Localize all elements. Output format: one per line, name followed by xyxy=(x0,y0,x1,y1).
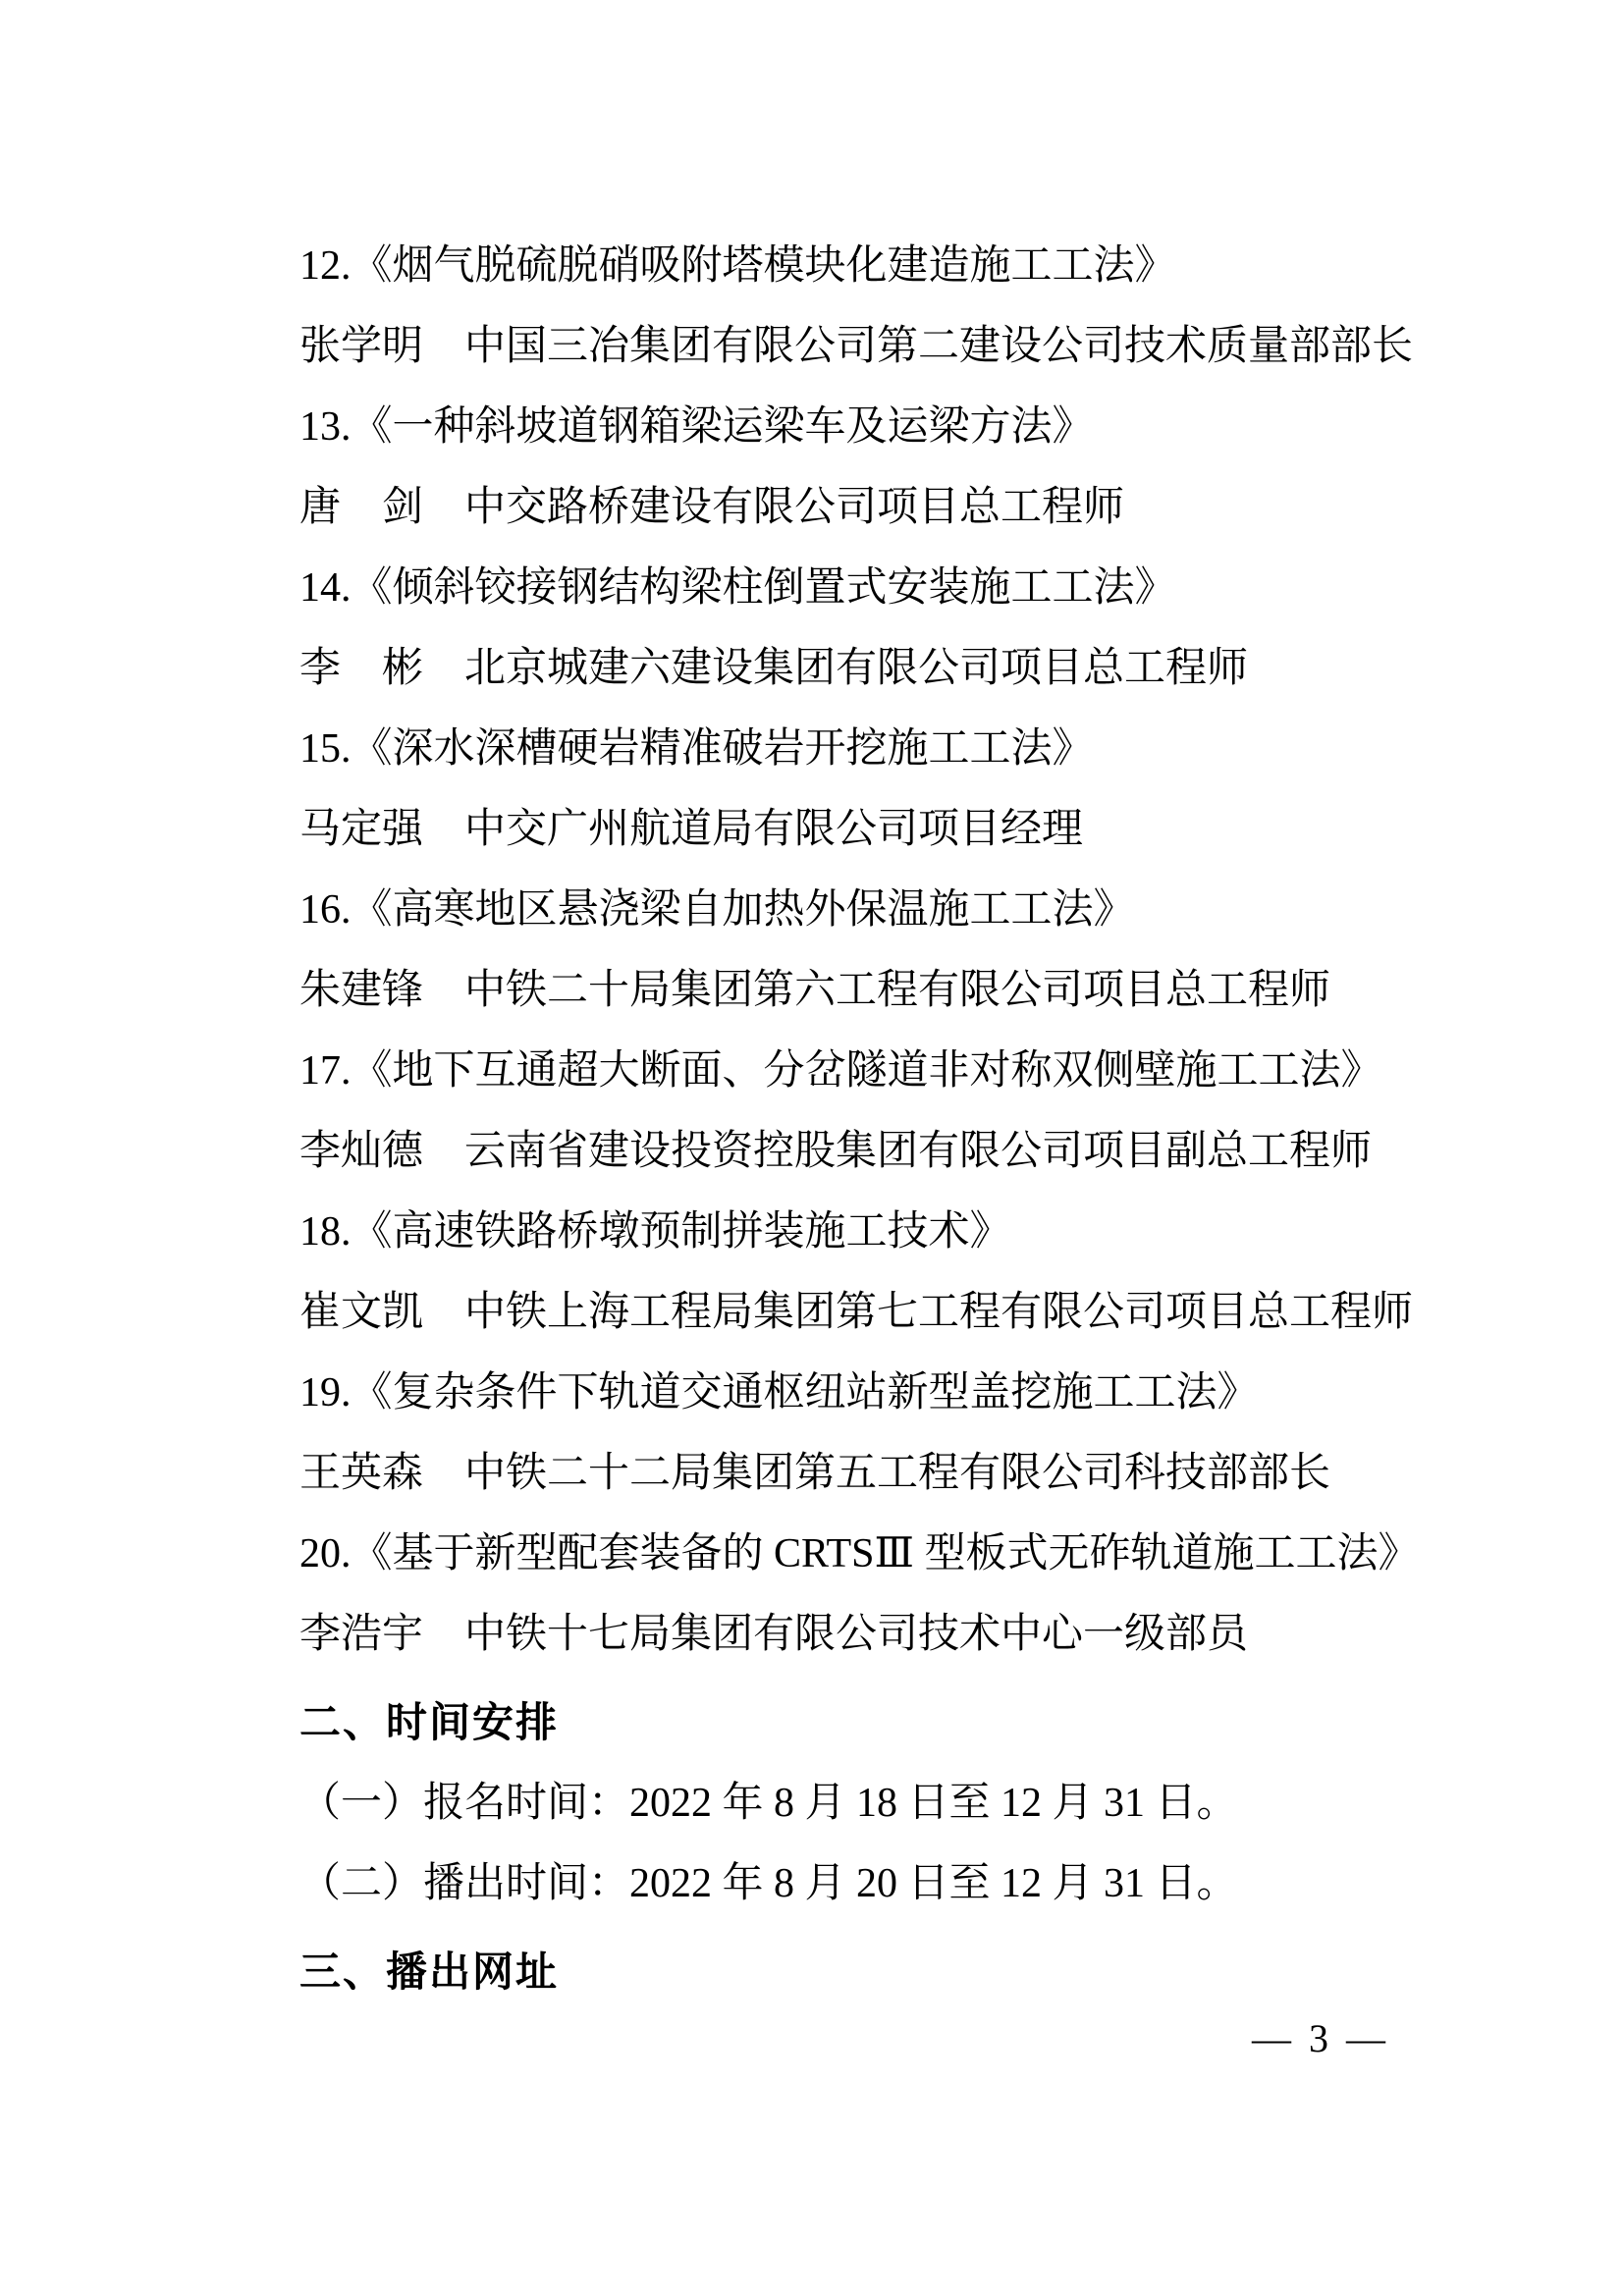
entry-title-line xyxy=(217,226,1513,306)
entry-title: 《高寒地区悬浇梁自加热外保温施工工法》 xyxy=(351,887,1135,933)
entry-number: 14. xyxy=(299,565,352,611)
entry-person-line xyxy=(217,1433,1513,1514)
entry-title: 《烟气脱硫脱硝吸附塔模块化建造施工工法》 xyxy=(351,243,1176,289)
entry-number: 19. xyxy=(299,1370,352,1415)
award-entry xyxy=(217,870,1513,1031)
award-entry xyxy=(217,1031,1513,1192)
entry-number: 12. xyxy=(299,243,352,289)
award-entry xyxy=(217,548,1513,709)
entry-person-name: 李灿德 xyxy=(299,1129,424,1174)
entry-title: 《复杂条件下轨道交通枢纽站新型盖挖施工工法》 xyxy=(351,1370,1259,1415)
award-entry xyxy=(217,1514,1513,1675)
entry-title-line xyxy=(217,709,1513,789)
section-heading-time-schedule: 二、时间安排 xyxy=(299,1699,560,1745)
entry-person-name: 唐 剑 xyxy=(299,485,424,530)
entry-person-name: 王英森 xyxy=(299,1451,424,1496)
entry-person-line xyxy=(217,1594,1513,1675)
entry-person-line xyxy=(217,467,1513,548)
entry-person-name: 李 彬 xyxy=(299,646,424,691)
section-heading-broadcast-url: 三、播出网址 xyxy=(299,1949,560,1995)
broadcast-time-line: （二）播出时间：2022 年 8 月 20 日至 12 月 31 日。 xyxy=(299,1861,1238,1906)
award-entry xyxy=(217,709,1513,870)
entry-number: 18. xyxy=(299,1209,352,1255)
entry-affiliation: 中铁二十局集团第六工程有限公司项目总工程师 xyxy=(464,968,1331,1013)
entry-affiliation: 中国三冶集团有限公司第二建设公司技术质量部部长 xyxy=(464,324,1414,369)
entry-affiliation: 中铁上海工程局集团第七工程有限公司项目总工程师 xyxy=(464,1290,1414,1335)
page-number: — 3 — xyxy=(1252,2016,1389,2060)
entry-person-line xyxy=(217,1111,1513,1192)
entry-person-name: 崔文凯 xyxy=(299,1290,424,1335)
entry-title-line xyxy=(217,1353,1513,1433)
entry-person-name: 朱建锋 xyxy=(299,968,424,1013)
award-entry xyxy=(217,387,1513,548)
document-body xyxy=(217,226,1513,2012)
entry-title: 《地下互通超大断面、分岔隧道非对称双侧壁施工工法》 xyxy=(351,1048,1382,1094)
entry-title-line xyxy=(217,1192,1513,1272)
entry-title: 《深水深槽硬岩精准破岩开挖施工工法》 xyxy=(351,726,1094,772)
award-entry xyxy=(217,226,1513,387)
entry-person-line xyxy=(217,789,1513,870)
entry-number: 17. xyxy=(299,1048,352,1094)
entry-title-line xyxy=(217,1031,1513,1111)
entry-title: 《一种斜坡道钢箱梁运梁车及运梁方法》 xyxy=(351,404,1094,450)
entry-number: 16. xyxy=(299,887,352,933)
entry-affiliation: 北京城建六建设集团有限公司项目总工程师 xyxy=(464,646,1249,691)
entry-title-line xyxy=(217,1514,1513,1594)
entry-person-line xyxy=(217,306,1513,387)
award-entry xyxy=(217,1353,1513,1514)
entry-title-line xyxy=(217,387,1513,467)
entry-number: 20. xyxy=(299,1531,352,1576)
entry-title: 《基于新型配套装备的 CRTSⅢ 型板式无砟轨道施工工法》 xyxy=(351,1531,1420,1576)
entry-title: 《倾斜铰接钢结构梁柱倒置式安装施工工法》 xyxy=(351,565,1176,611)
entry-number: 15. xyxy=(299,726,352,772)
entry-person-line xyxy=(217,628,1513,709)
entry-person-name: 马定强 xyxy=(299,807,424,852)
entry-title-line xyxy=(217,548,1513,628)
entry-person-name: 张学明 xyxy=(299,324,424,369)
entry-title: 《高速铁路桥墩预制拼装施工技术》 xyxy=(351,1209,1011,1255)
entry-title-line xyxy=(217,870,1513,950)
entry-affiliation: 中交路桥建设有限公司项目总工程师 xyxy=(464,485,1125,530)
entry-person-line xyxy=(217,1272,1513,1353)
entry-number: 13. xyxy=(299,404,352,450)
signup-time-line: （一）报名时间：2022 年 8 月 18 日至 12 月 31 日。 xyxy=(299,1781,1238,1826)
entry-person-name: 李浩宇 xyxy=(299,1612,424,1657)
award-entry xyxy=(217,1192,1513,1353)
entry-person-line xyxy=(217,950,1513,1031)
entry-affiliation: 云南省建设投资控股集团有限公司项目副总工程师 xyxy=(464,1129,1373,1174)
entry-affiliation: 中交广州航道局有限公司项目经理 xyxy=(464,807,1084,852)
entry-affiliation: 中铁十七局集团有限公司技术中心一级部员 xyxy=(464,1612,1249,1657)
entry-affiliation: 中铁二十二局集团第五工程有限公司科技部部长 xyxy=(464,1451,1331,1496)
